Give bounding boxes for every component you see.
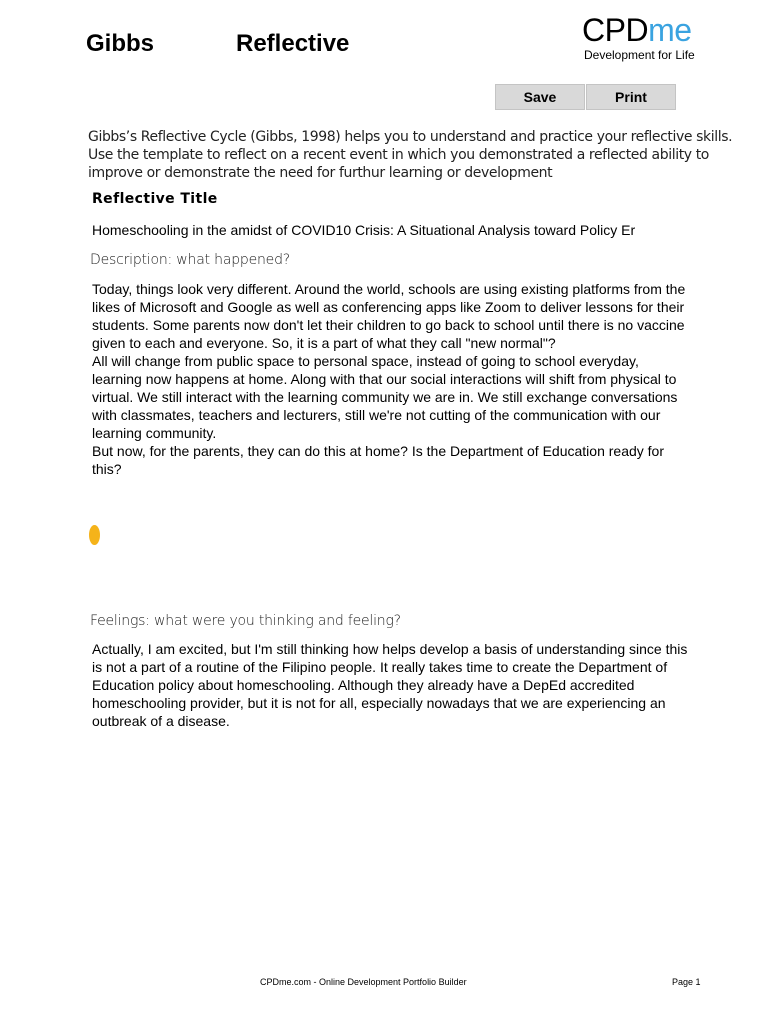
feelings-paragraph: Actually, I am excited, but I'm still thinking how helps develop a basis of understanding since this is not a part of a routine of the Filipino people. It really takes time to create the Department of Education policy about homeschooling. Although they already have a DepEd accredited homeschooling provider, but it is not for all, especially nowadays that we are experiencing an outbreak of a disease. [92, 641, 688, 729]
footer-page-number: Page 1 [672, 977, 701, 987]
logo-me-text: me [648, 12, 692, 48]
logo-cpd-text: CPD [582, 12, 649, 48]
print-button[interactable]: Print [586, 84, 676, 110]
feelings-label: Feelings: what were you thinking and feeling? [90, 613, 401, 629]
footer-site-text: CPDme.com - Online Development Portfolio Builder [260, 977, 467, 987]
description-label: Description: what happened? [90, 252, 290, 268]
reflective-title-heading: Reflective Title [92, 191, 218, 207]
description-paragraph: All will change from public space to personal space, instead of going to school everyday, learning now happens at home. Along with that our social interactions will shift from physical to virtual. We still interact with the learning community we are in. We still exchange conversations with classmates, teachers and lecturers, still we're not cutting of the communication with our learning community. [92, 353, 678, 441]
logo-wordmark [582, 12, 712, 48]
description-paragraph: Today, things look very different. Around the world, schools are using existing platforms from the likes of Microsoft and Google as well as conferencing apps like Zoom to deliver lessons for their students. Some parents now don't let their children to go back to school until there is no vaccine given to each and everyone. So, it is a part of what they call "new normal"? [92, 281, 686, 351]
reflective-title-field[interactable]: Homeschooling in the amidst of COVID10 Crisis: A Situational Analysis toward Policy Er [92, 222, 636, 238]
description-field[interactable] [92, 280, 692, 478]
save-button[interactable]: Save [495, 84, 585, 110]
intro-text: Gibbs’s Reflective Cycle (Gibbs, 1998) helps you to understand and practice your reflective skills. Use the template to reflect on a recent event in which you demonstrated a reflected ability to improve or demonstrate the need for furthur learning or development [88, 129, 733, 181]
cpdme-logo [582, 12, 712, 62]
header-title-word-reflective: Reflective [236, 30, 350, 57]
description-paragraph: But now, for the parents, they can do this at home? Is the Department of Education ready for this? [92, 443, 664, 477]
text-cursor-marker [89, 525, 100, 545]
logo-tagline: Development for Life [584, 48, 695, 62]
header-title-word-gibbs: Gibbs [86, 30, 155, 57]
feelings-field[interactable] [92, 640, 692, 730]
